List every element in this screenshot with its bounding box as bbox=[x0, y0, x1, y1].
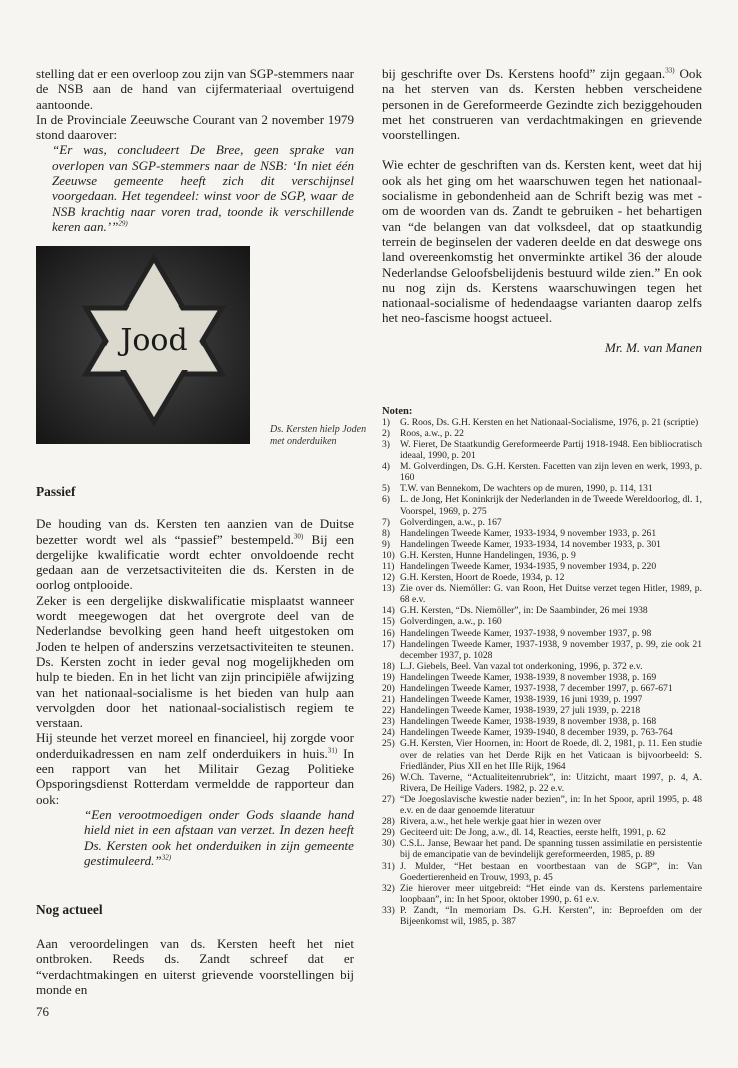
note-text: G.H. Kersten, Vier Hoornen, in: Hoort de Roede, dl. 2, 1981, p. 11. Een studie over de relaties van het Derde Rijk en het Vaticaan is bijvoorbeeld: S. Friedländer, Pius XII en het IIIe Rijk, 1964 bbox=[400, 738, 702, 772]
note-number: 6) bbox=[382, 494, 390, 506]
photo-caption: Ds. Kersten hielp Joden met onderduiken bbox=[270, 424, 367, 447]
note-text: Handelingen Tweede Kamer, 1933-1934, 9 november 1933, p. 261 bbox=[400, 527, 657, 539]
note-text: G.H. Kersten, Hoort de Roede, 1934, p. 12 bbox=[400, 572, 565, 584]
note-number: 28) bbox=[382, 816, 395, 828]
note-number: 12) bbox=[382, 572, 395, 584]
passief-text-1: De houding van ds. Kersten ten aanzien van de Duitse bezetter wordt wel als “passief” bestempeld. bbox=[36, 516, 354, 547]
note-text: C.S.L. Janse, Bewaar het pand. De spanning tussen assimilatie en persistentie bij de emancipatie van de bevindelijk gereformeerden, 1985, p. 89 bbox=[400, 838, 702, 861]
notes-list bbox=[382, 417, 702, 927]
star-label: Jood bbox=[120, 323, 188, 359]
note-number: 17) bbox=[382, 638, 395, 650]
note-item bbox=[382, 628, 702, 639]
footnote-ref: 31) bbox=[327, 746, 338, 755]
note-item bbox=[382, 661, 702, 672]
note-item bbox=[382, 539, 702, 550]
note-number: 18) bbox=[382, 660, 395, 672]
passief-text-3: Hij steunde het verzet moreel en financieel, hij zorgde voor onderduikadressen en nam zelf onderduikers in huis. bbox=[36, 730, 354, 761]
note-number: 33) bbox=[382, 904, 395, 916]
note-number: 23) bbox=[382, 716, 395, 728]
note-item bbox=[382, 716, 702, 727]
note-item bbox=[382, 616, 702, 627]
note-text: Golverdingen, a.w., p. 167 bbox=[400, 516, 502, 528]
note-item bbox=[382, 794, 702, 816]
note-text: Geciteerd uit: De Jong, a.w., dl. 14, Reacties, eerste helft, 1991, p. 62 bbox=[400, 827, 666, 839]
note-text: Handelingen Tweede Kamer, 1938-1939, 16 juni 1939, p. 1997 bbox=[400, 694, 643, 706]
note-number: 14) bbox=[382, 605, 395, 617]
note-item bbox=[382, 417, 702, 428]
intro-paragraph: stelling dat er een overloop zou zijn van SGP-stemmers naar de NSB aan de hand van cijfermateriaal overtuigend aantoonde. bbox=[36, 66, 354, 112]
note-text: Zie hierover meer uitgebreid: “Het einde van ds. Kerstens parlementaire loopbaan”, in: In het Spoor, oktober 1990, p. 61 e.v. bbox=[400, 882, 702, 905]
note-number: 24) bbox=[382, 727, 395, 739]
note-number: 26) bbox=[382, 771, 395, 783]
passief-paragraph-2: Zeker is een dergelijke diskwalificatie misplaatst wanneer wordt meegewogen dat het overgrote deel van de Nederlandse bevolking geen hand heeft uitgestoken om Joden te helpen of anderszins verzetsactiviteiten te steunen. Ds. Kersten zocht in ieder geval nog mogelijkheden om hulp te bieden. En in het licht van zijn principiële afwijzing van het nationaal-socialisme is het bieden van hulp aan vervolgden door het nationaal-socialistisch regiem te verstaan. bbox=[36, 592, 354, 731]
note-item bbox=[382, 639, 702, 661]
note-text: Golverdingen, a.w., p. 160 bbox=[400, 616, 502, 628]
note-item bbox=[382, 605, 702, 616]
note-item bbox=[382, 494, 702, 516]
note-text: Zie over ds. Niemöller: G. van Roon, Het Duitse verzet tegen Hitler, 1989, p. 68 e.v. bbox=[400, 583, 702, 606]
note-number: 1) bbox=[382, 416, 390, 428]
right-text-1b: Ook na het sterven van ds. Kersten hebben verscheidene personen in de Gereformeerde Gezindte zich beziggehouden met het construeren van verdachtmakingen en grievende voorstellingen. bbox=[382, 66, 703, 143]
note-text: Handelingen Tweede Kamer, 1939-1940, 8 december 1939, p. 763-764 bbox=[400, 727, 673, 739]
note-number: 3) bbox=[382, 438, 390, 450]
note-item bbox=[382, 439, 702, 461]
note-number: 15) bbox=[382, 616, 395, 628]
note-text: L. de Jong, Het Koninkrijk der Nederlanden in de Tweede Wereldoorlog, dl. 1, Voorspel, 1969, p. 275 bbox=[400, 494, 702, 517]
note-number: 32) bbox=[382, 882, 395, 894]
note-text: Handelingen Tweede Kamer, 1934-1935, 9 november 1934, p. 220 bbox=[400, 560, 657, 572]
note-item bbox=[382, 816, 702, 827]
note-item bbox=[382, 883, 702, 905]
footnote-ref: 33) bbox=[665, 66, 675, 75]
right-column bbox=[382, 66, 702, 927]
note-item bbox=[382, 550, 702, 561]
note-text: Handelingen Tweede Kamer, 1937-1938, 9 november 1937, p. 99, zie ook 21 december 1937, p. 1028 bbox=[400, 638, 702, 661]
quote-text: “Er was, concludeert De Bree, geen sprake van overlopen van SGP-stemmers naar de NSB: ‘In niet één Zeeuwse gemeente heeft zich dit verschijnsel voorgedaan. Het tegendeel: winst voor de SGP, waar de NSB krachtig naar voren trad, toonde ik verschillende keren aan.’” bbox=[52, 142, 354, 234]
quote-text: “Een verootmoedigen onder Gods slaande hand hield niet in een afstaan van verzet. In dezen heeft Ds. Kersten ook het onderduiken in zijn gemeente gestimuleerd.” bbox=[84, 806, 354, 868]
note-number: 8) bbox=[382, 527, 390, 539]
note-item bbox=[382, 461, 702, 483]
quote-zeeuwsche-courant bbox=[36, 142, 354, 234]
note-item bbox=[382, 583, 702, 605]
note-number: 4) bbox=[382, 461, 390, 473]
heading-nog-actueel: Nog actueel bbox=[36, 902, 103, 918]
note-item bbox=[382, 705, 702, 716]
note-text: G.H. Kersten, Hunne Handelingen, 1936, p. 9 bbox=[400, 549, 576, 561]
note-text: “De Joegoslavische kwestie nader bezien”, in: In het Spoor, april 1995, p. 48 e.v. en de daar genoemde literatuur bbox=[400, 793, 702, 817]
note-item bbox=[382, 683, 702, 694]
note-text: M. Golverdingen, Ds. G.H. Kersten. Facetten van zijn leven en werk, 1993, p. 160 bbox=[400, 461, 702, 484]
passief-text-3b: In een rapport van het Militair Gezag Politieke Opsporingsdienst Rotterdam vermeldde de rapporteur dan ook: bbox=[36, 745, 354, 807]
passief-text-1b: Bij een dergelijke kwalificatie wordt echter onvoldoende recht gedaan aan de verzetsactiviteiten die ds. Kersten in de oorlog ontplooide. bbox=[36, 531, 354, 593]
note-number: 30) bbox=[382, 838, 395, 850]
jood-star-illustration bbox=[36, 246, 250, 444]
note-text: P. Zandt, “In memoriam Ds. G.H. Kersten”, in: Beproefden om der Bijeenkomst wil, 1985, p. 387 bbox=[400, 904, 702, 927]
page-number: 76 bbox=[36, 1004, 49, 1019]
note-number: 10) bbox=[382, 549, 395, 561]
note-text: Rivera, a.w., het hele werkje gaat hier in wezen over bbox=[400, 816, 602, 828]
note-number: 25) bbox=[382, 738, 395, 750]
note-text: Handelingen Tweede Kamer, 1937-1938, 7 december 1997, p. 667-671 bbox=[400, 683, 673, 694]
notes-title: Noten: bbox=[382, 405, 413, 417]
note-item bbox=[382, 738, 702, 771]
note-number: 13) bbox=[382, 583, 395, 595]
quote-rapport bbox=[36, 807, 354, 868]
note-text: J. Mulder, “Het bestaan en voortbestaan van de SGP”, in: Van Goedertierenheid en Trouw, 1993, p. 45 bbox=[400, 860, 702, 883]
note-number: 16) bbox=[382, 627, 395, 639]
note-number: 11) bbox=[382, 560, 395, 572]
note-item bbox=[382, 517, 702, 528]
note-text: L.J. Giebels, Beel. Van vazal tot onderkoning, 1996, p. 372 e.v. bbox=[400, 660, 643, 672]
note-item bbox=[382, 561, 702, 572]
left-column bbox=[36, 66, 354, 997]
note-number: 31) bbox=[382, 860, 395, 872]
note-item bbox=[382, 905, 702, 927]
note-item bbox=[382, 727, 702, 738]
footnote-ref: 32) bbox=[161, 853, 172, 862]
note-text: W.Ch. Taverne, “Actualiteitenrubriek”, in: Uitzicht, maart 1997, p. 4, A. Rivera, De Heilige Vaders. 1982, p. 22 e.v. bbox=[400, 771, 702, 794]
note-text: T.W. van Bennekom, De wachters op de muren, 1990, p. 114, 131 bbox=[400, 483, 653, 495]
note-text: Handelingen Tweede Kamer, 1933-1934, 14 november 1933, p. 301 bbox=[400, 538, 661, 550]
note-item bbox=[382, 827, 702, 838]
note-item bbox=[382, 838, 702, 860]
intro-paragraph-2: In de Provinciale Zeeuwsche Courant van 2 november 1979 stond daarover: bbox=[36, 111, 354, 143]
note-item bbox=[382, 672, 702, 683]
note-number: 29) bbox=[382, 827, 395, 839]
note-number: 2) bbox=[382, 427, 390, 439]
note-item bbox=[382, 861, 702, 883]
star-of-david-photo bbox=[36, 246, 250, 444]
note-number: 19) bbox=[382, 671, 395, 683]
note-number: 20) bbox=[382, 683, 395, 694]
note-text: Handelingen Tweede Kamer, 1938-1939, 27 juli 1939, p. 2218 bbox=[400, 705, 641, 717]
note-item bbox=[382, 483, 702, 494]
right-text-1: bij geschrifte over Ds. Kerstens hoofd” zijn gegaan. bbox=[382, 66, 666, 81]
note-number: 9) bbox=[382, 538, 390, 550]
right-paragraph-2: Wie echter de geschriften van ds. Kersten kent, weet dat hij ook als het ging om het waarschuwen tegen het nationaal-socialisme in gebondenheid aan de Schrift bezig was met - om de woorden van ds. Zandt te gebruiken - het behartigen van “de belangen van dat volksdeel, dat op staatkundig terrein de beginselen der vaderen deelde en dat deswege ons land overeenkomstig het onverminkte artikel 36 der aloude Nederlandse Geloofsbelijdenis bestuurd wilde zien.” En ook nu nog zijn ds. Kerstens waarschuwingen tegen het nationaal-socialisme of hedendaagse varianten daarop zelfs het neo-fascisme hoogst actueel. bbox=[382, 157, 702, 326]
heading-passief: Passief bbox=[36, 484, 76, 500]
note-item bbox=[382, 572, 702, 583]
note-text: W. Fieret, De Staatkundig Gereformeerde Partij 1918-1948. Een bibliocratisch ideaal, 1990, p. 201 bbox=[400, 438, 702, 462]
note-text: Handelingen Tweede Kamer, 1938-1939, 8 november 1938, p. 168 bbox=[400, 716, 657, 728]
actueel-paragraph: Aan veroordelingen van ds. Kersten heeft het niet ontbroken. Reeds ds. Zandt schreef dat er “verdachtmakingen en uiterst grievende voorstellingen bij monde en bbox=[36, 936, 354, 997]
note-item bbox=[382, 772, 702, 794]
footnote-ref: 29) bbox=[118, 219, 128, 228]
note-number: 7) bbox=[382, 516, 390, 528]
note-text: G. Roos, Ds. G.H. Kersten en het Nationaal-Socialisme, 1976, p. 21 (scriptie) bbox=[400, 416, 699, 428]
note-text: Handelingen Tweede Kamer, 1938-1939, 8 november 1938, p. 169 bbox=[400, 671, 657, 683]
note-number: 27) bbox=[382, 793, 395, 805]
note-item bbox=[382, 428, 702, 439]
note-text: Roos, a.w., p. 22 bbox=[400, 427, 464, 439]
passief-paragraph-1 bbox=[36, 516, 354, 592]
note-item bbox=[382, 528, 702, 539]
author-signature: Mr. M. van Manen bbox=[604, 339, 702, 355]
right-paragraph-1 bbox=[382, 66, 702, 142]
note-item bbox=[382, 694, 702, 705]
note-text: G.H. Kersten, “Ds. Niemöller”, in: De Saambinder, 26 mei 1938 bbox=[400, 605, 648, 617]
note-number: 21) bbox=[382, 694, 395, 706]
footnote-ref: 30) bbox=[293, 532, 304, 541]
note-text: Handelingen Tweede Kamer, 1937-1938, 9 november 1937, p. 98 bbox=[400, 627, 652, 639]
passief-paragraph-3 bbox=[36, 730, 354, 806]
note-number: 22) bbox=[382, 705, 395, 717]
note-number: 5) bbox=[382, 483, 390, 495]
